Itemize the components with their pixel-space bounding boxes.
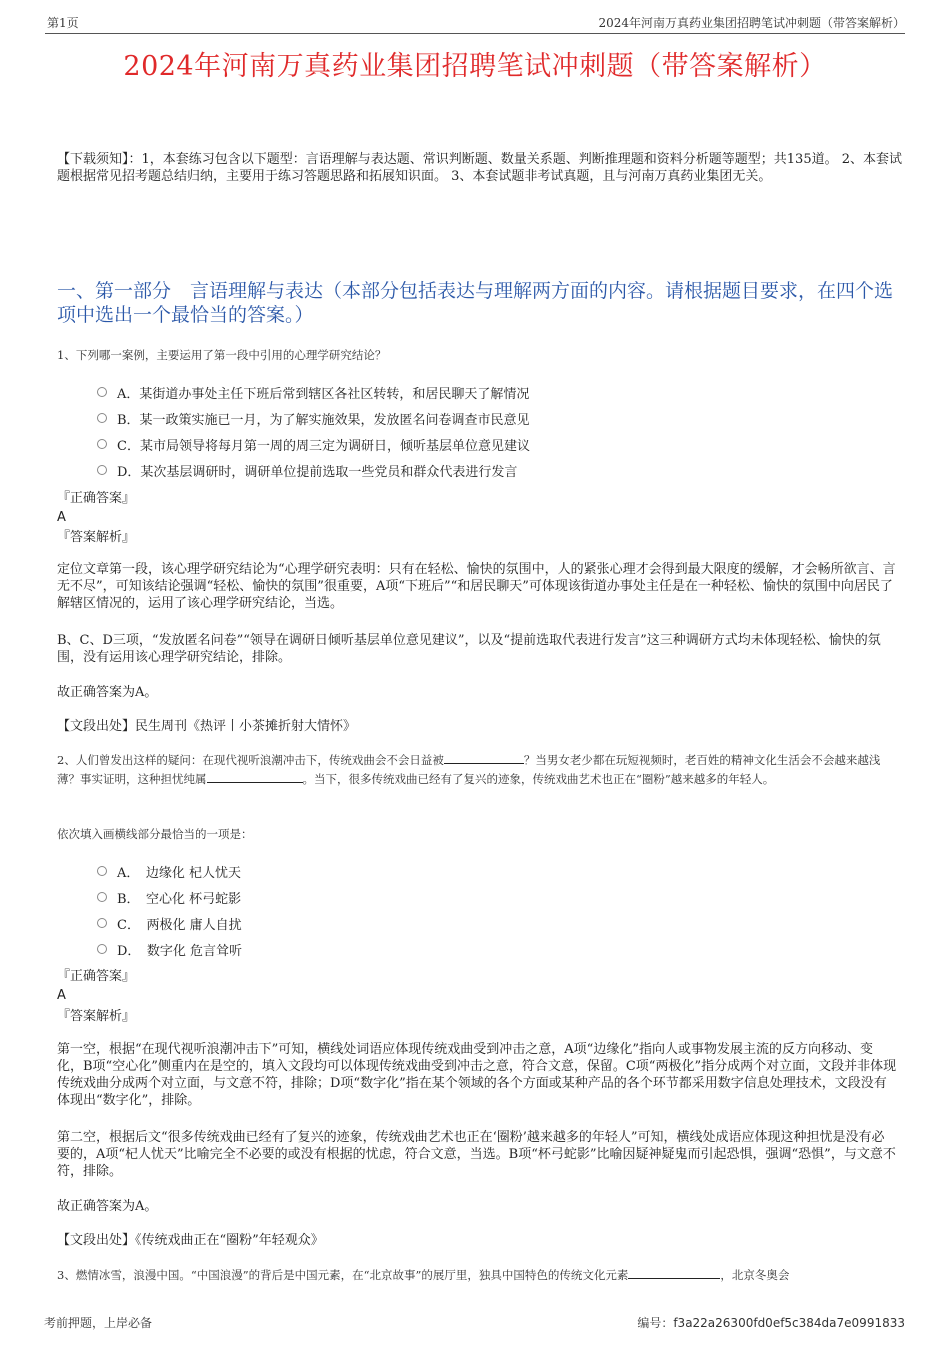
option-label: A． 边缘化 杞人忧天: [117, 865, 242, 881]
option-label: C． 两极化 庸人自扰: [117, 917, 242, 933]
radio-icon[interactable]: [97, 918, 107, 928]
option-label: D．某次基层调研时，调研单位提前选取一些党员和群众代表进行发言: [117, 464, 518, 480]
question-1-option-b[interactable]: [97, 409, 530, 427]
section-title: 一、第一部分 言语理解与表达（本部分包括表达与理解两方面的内容。请根据题目要求，在四个选项中选出一个最恰当的答案。）: [57, 280, 894, 326]
source-citation: 【文段出处】《传统戏曲正在“圈粉”年轻观众》: [57, 1233, 324, 1248]
analysis-paragraph: 第一空，根据“在现代视听浪潮冲击下”可知，横线处词语应体现传统戏曲受到冲击之意，A项“边缘化”指向人或事物发展主流的反方向移动、变化，B项“空心化”侧重内在是空的，填入文段均可以体现传统戏曲受到冲击之意，符合文意，保留。C项“两极化”指分成两个对立面，文段并非体现传统戏曲分成两个对立面，与文意不符，排除；D项“数字化”指在某个领域的各个方面或某种产品的各个环节都采用数字信息处理技术，文段没有体现出“数字化”，排除。: [57, 1042, 897, 1108]
analysis-conclusion: 故正确答案为A。: [57, 1199, 158, 1214]
radio-icon[interactable]: [97, 413, 107, 423]
header-doc-title: 2024年河南万真药业集团招聘笔试冲刺题（带答案解析）: [598, 16, 905, 30]
question-2-option-b[interactable]: [97, 888, 241, 906]
question-1-option-c[interactable]: [97, 435, 530, 453]
radio-icon[interactable]: [97, 439, 107, 449]
footer-slogan: 考前押题，上岸必备: [44, 1316, 153, 1330]
answer-value: A: [57, 988, 66, 1003]
analysis-paragraph: 定位文章第一段，该心理学研究结论为“心理学研究表明：只有在轻松、愉快的氛围中，人的紧张心理才会得到最大限度的缓解，才会畅所欲言、言无不尽”，可知该结论强调“轻松、愉快的氛围”很重要，A项“下班后”“和居民聊天”可体现该街道办事处主任是在一种轻松、愉快的氛围中向居民了解辖区情况的，运用了该心理学研究结论，当选。: [57, 562, 896, 611]
fill-blank: [628, 1266, 720, 1279]
download-notice: 【下载须知】：1，本套练习包含以下题型：言语理解与表达题、常识判断题、数量关系题、判断推理题和资料分析题等题型；共135道。 2、本套试题根据常见招考题总结归纳，主要用于练习答题思路和拓展知识面。 3、本套试题非考试真题，且与河南万真药业集团无关。: [57, 152, 902, 184]
analysis-label: 『答案解析』: [57, 1009, 136, 1024]
option-label: C．某市局领导将每月第一周的周三定为调研日，倾听基层单位意见建议: [117, 438, 530, 454]
question-1-stem: 1、下列哪一案例，主要运用了第一段中引用的心理学研究结论？: [57, 348, 387, 362]
footer-code: [637, 1314, 905, 1331]
question-3-stem: [57, 1266, 902, 1285]
question-2-stem: [57, 751, 899, 789]
option-label: D． 数字化 危言耸听: [117, 943, 243, 959]
page-number: 第1页: [47, 16, 79, 30]
option-label: A．某街道办事处主任下班后常到辖区各社区转转，和居民聊天了解情况: [117, 386, 530, 402]
answer-value: A: [57, 510, 66, 525]
radio-icon[interactable]: [97, 866, 107, 876]
header-divider: [45, 33, 905, 34]
fill-blank: [207, 770, 303, 783]
radio-icon[interactable]: [97, 465, 107, 475]
question-2-option-a[interactable]: [97, 862, 241, 880]
radio-icon[interactable]: [97, 892, 107, 902]
question-2-option-c[interactable]: [97, 914, 242, 932]
stem-text: ，北京冬奥会: [720, 1268, 790, 1282]
analysis-paragraph: B、C、D三项，“发放匿名问卷”“领导在调研日倾听基层单位意见建议”，以及“提前选取代表进行发言”这三种调研方式均未体现轻松、愉快的氛围，没有运用该心理学研究结论，排除。: [57, 633, 881, 665]
analysis-conclusion: 故正确答案为A。: [57, 685, 158, 700]
question-1-option-d[interactable]: [97, 461, 517, 479]
analysis-label: 『答案解析』: [57, 530, 136, 545]
stem-text: ？当男女老少都在玩短视频时，老百姓的精神文化生活会不会越来越浅薄？事实证明，这种担忧纯属: [57, 753, 881, 786]
stem-text: 3、燃情冰雪，浪漫中国。“中国浪漫”的背后是中国元素，在“北京故事”的展厅里，独具中国特色的传统文化元素: [57, 1268, 629, 1282]
fill-blank: [444, 751, 524, 764]
question-2-option-d[interactable]: [97, 940, 242, 958]
stem-text: 2、人们曾发出这样的疑问：在现代视听浪潮冲击下，传统戏曲会不会日益被: [57, 753, 444, 767]
answer-label: 『正确答案』: [57, 491, 136, 506]
analysis-paragraph: 第二空，根据后文“很多传统戏曲已经有了复兴的迹象，传统戏曲艺术也正在‘圈粉’越来越多的年轻人”可知，横线处成语应体现这种担忧是没有必要的，A项“杞人忧天”比喻完全不必要的或没有根据的忧虑，符合文意，当选。B项“杯弓蛇影”比喻因疑神疑鬼而引起恐惧，强调“恐惧”，与文意不符，排除。: [57, 1130, 896, 1179]
answer-label: 『正确答案』: [57, 969, 136, 984]
radio-icon[interactable]: [97, 387, 107, 397]
question-1-option-a[interactable]: [97, 383, 529, 401]
option-label: B．某一政策实施已一月，为了解实施效果，发放匿名问卷调查市民意见: [117, 412, 530, 428]
stem-text: 。当下，很多传统戏曲已经有了复兴的迹象，传统戏曲艺术也正在“圈粉”越来越多的年轻人。: [302, 772, 775, 786]
option-label: B． 空心化 杯弓蛇影: [117, 891, 242, 907]
document-title: 2024年河南万真药业集团招聘笔试冲刺题（带答案解析）: [123, 51, 827, 82]
question-2-instruction: 依次填入画横线部分最恰当的一项是：: [57, 827, 253, 841]
code-label: 编号：: [637, 1316, 674, 1330]
radio-icon[interactable]: [97, 944, 107, 954]
code-value: f3a22a26300fd0ef5c384da7e0991833: [673, 1316, 905, 1330]
source-citation: 【文段出处】民生周刊《热评丨小茶摊折射大情怀》: [57, 719, 357, 734]
